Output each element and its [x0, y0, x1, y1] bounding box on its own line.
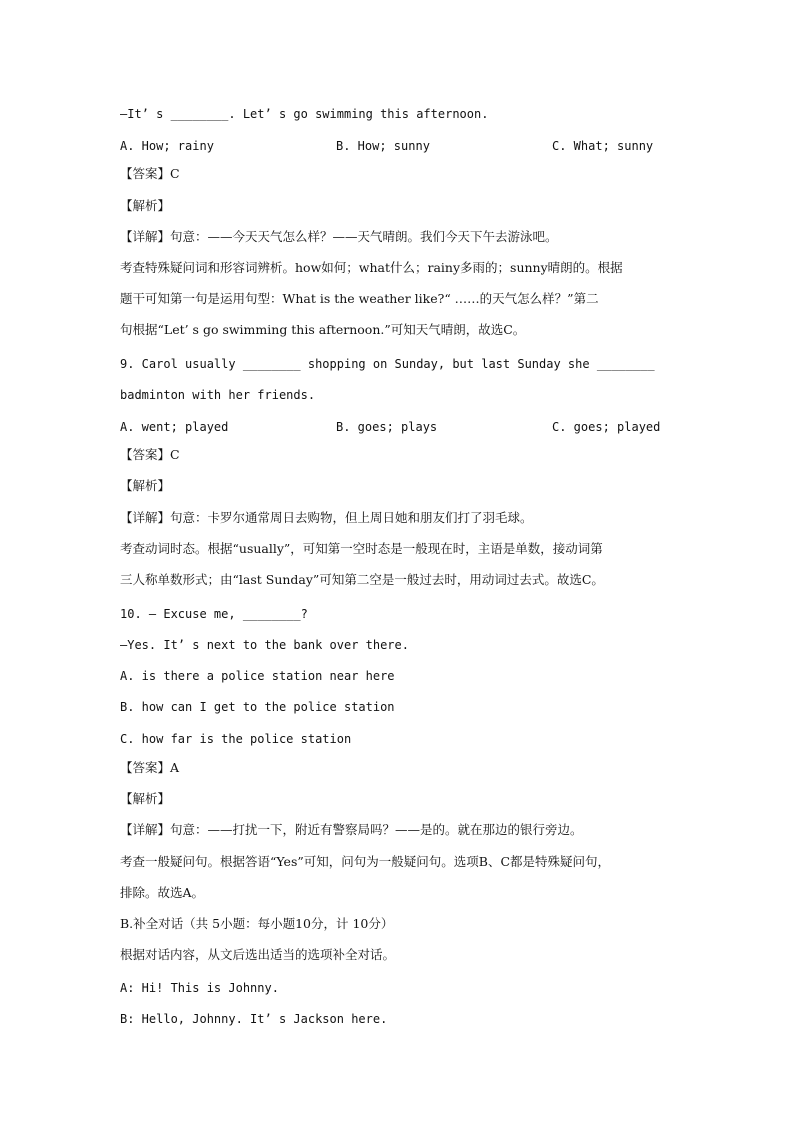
q8-stem: —It’ s ________. Let’ s go swimming this afternoon.: [120, 107, 489, 121]
q10-detail: 【详解】句意：——打扰一下，附近有警察局吗？——是的。就在那边的银行旁边。: [120, 822, 583, 837]
q9-explain-line: 考查动词时态。根据“usually”，可知第一空时态是一般现在时，主语是单数，接动词第: [120, 541, 603, 556]
q9-option-b: B. goes; plays: [336, 420, 438, 434]
q10-answer: 【答案】A: [120, 760, 180, 775]
dialogue-line: B: Hello, Johnny. It’ s Jackson here.: [120, 1012, 388, 1026]
q8-explain-line: 句根据“Let’ s go swimming this afternoon.”可知天气晴朗，故选C。: [120, 322, 526, 337]
q8-detail: 【详解】句意：——今天天气怎么样？——天气晴朗。我们今天下午去游泳吧。: [120, 229, 558, 244]
q8-option-a: A. How; rainy: [120, 139, 214, 153]
q9-stem-line: badminton with her friends.: [120, 388, 316, 402]
q8-explain-line: 考查特殊疑问词和形容词辨析。how如何；what什么；rainy多雨的；sunny晴朗的。根据: [120, 260, 623, 275]
q8-explain-line: 题干可知第一句是运用句型：What is the weather like?“ ……的天气怎么样？”第二: [120, 291, 599, 306]
q10-option-c: C. how far is the police station: [120, 732, 352, 746]
q10-option-b: B. how can I get to the police station: [120, 700, 395, 714]
q9-answer: 【答案】C: [120, 447, 180, 462]
q9-detail: 【详解】句意：卡罗尔通常周日去购物，但上周日她和朋友们打了羽毛球。: [120, 510, 533, 525]
q9-stem-line: 9. Carol usually ________ shopping on Sunday, but last Sunday she ________: [120, 357, 655, 371]
q9-explain-line: 三人称单数形式；由“last Sunday”可知第二空是一般过去时，用动词过去式。故选C。: [120, 572, 604, 587]
q10-explain-line: 考查一般疑问句。根据答语“Yes”可知，问句为一般疑问句。选项B、C都是特殊疑问句，: [120, 854, 611, 869]
q9-option-a: A. went; played: [120, 420, 229, 434]
q8-answer: 【答案】C: [120, 166, 180, 181]
section-b-instruction: 根据对话内容，从文后选出适当的选项补全对话。: [120, 947, 396, 962]
section-b-title: B.补全对话（共 5小题：每小题10分，计 10分）: [120, 916, 394, 931]
q10-stem-line: —Yes. It’ s next to the bank over there.: [120, 638, 409, 652]
q8-option-c: C. What; sunny: [552, 139, 654, 153]
q8-option-b: B. How; sunny: [336, 139, 430, 153]
dialogue-line: A: Hi! This is Johnny.: [120, 981, 279, 995]
q9-option-c: C. goes; played: [552, 420, 661, 434]
q10-explain-line: 排除。故选A。: [120, 885, 205, 900]
q9-analysis-label: 【解析】: [120, 478, 171, 493]
q8-analysis-label: 【解析】: [120, 198, 171, 213]
q10-option-a: A. is there a police station near here: [120, 669, 395, 683]
q10-analysis-label: 【解析】: [120, 791, 171, 806]
q10-stem-line: 10. — Excuse me, ________?: [120, 607, 308, 621]
